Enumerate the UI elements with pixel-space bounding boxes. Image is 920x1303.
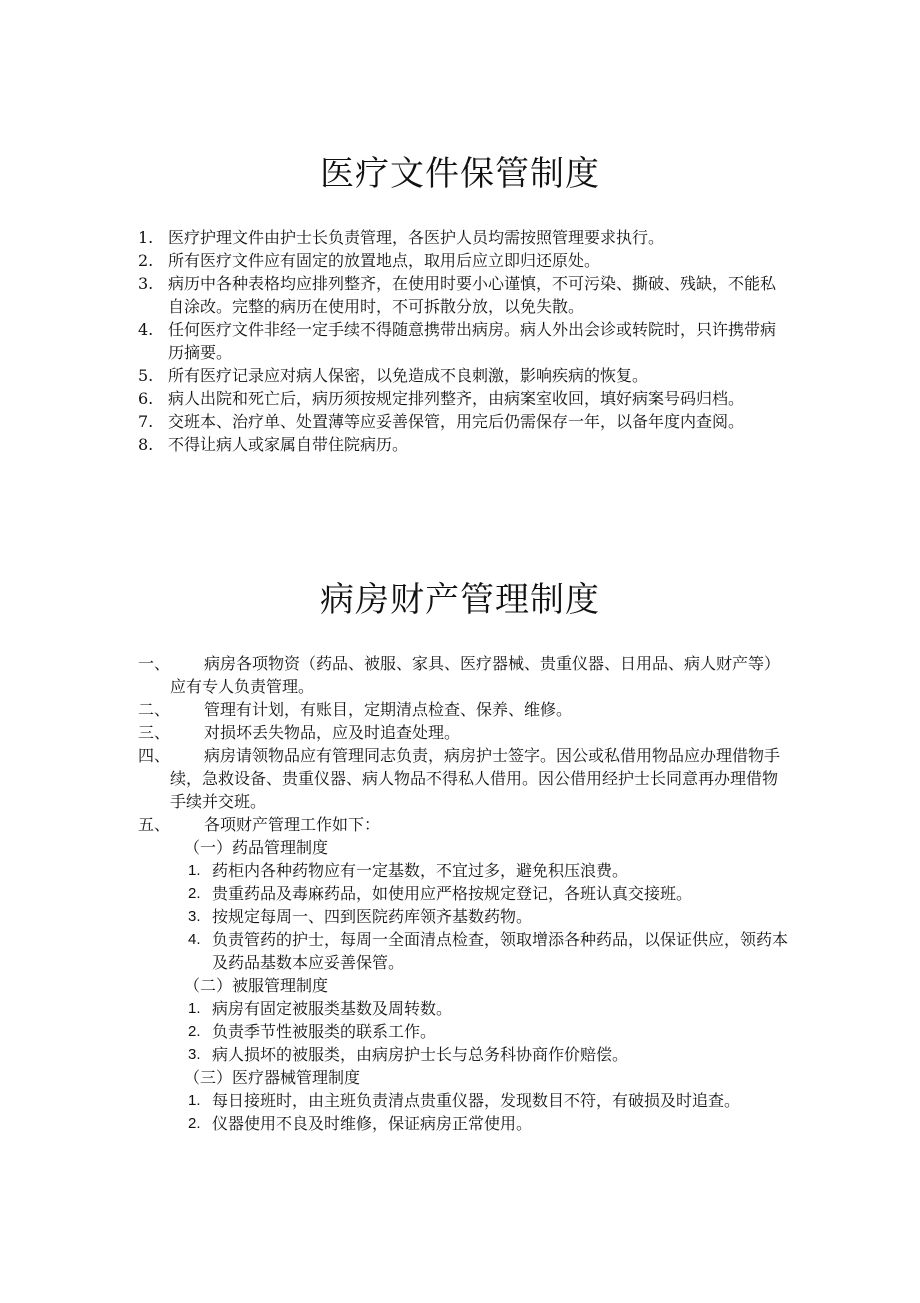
item-number: 2. <box>188 885 201 902</box>
item-number: 6. <box>138 389 154 408</box>
item-text: 交班本、治疗单、处置薄等应妥善保管，用完后仍需保存一年，以备年度内查阅。 <box>168 412 745 431</box>
list-item <box>170 1089 788 1112</box>
item-text: 按规定每周一、四到医院药库领齐基数药物。 <box>212 907 533 926</box>
list-item <box>170 905 788 928</box>
item-number: 三、 <box>138 723 171 742</box>
list-item <box>170 1020 788 1043</box>
section1-list <box>138 226 788 456</box>
item-number: 5. <box>138 366 154 385</box>
item-number: 1. <box>188 862 201 879</box>
item-number: 3. <box>138 274 154 293</box>
item-text: 仪器使用不良及时维修，保证病房正常使用。 <box>212 1114 533 1133</box>
item-number: 4. <box>188 931 201 948</box>
item-text: 不得让病人或家属自带住院病历。 <box>168 435 409 454</box>
item-text: 药柜内各种药物应有一定基数，不宜过多，避免积压浪费。 <box>212 861 629 880</box>
list-item <box>138 318 788 364</box>
list-item <box>170 928 788 974</box>
item-number: 2. <box>188 1023 201 1040</box>
item-text: 任何医疗文件非经一定手续不得随意携带出病房。病人外出会诊或转院时，只许携带病历摘要。 <box>168 320 777 362</box>
item-text: 对损坏丢失物品，应及时追查处理。 <box>204 723 461 742</box>
list-item <box>170 859 788 882</box>
list-item <box>138 698 788 721</box>
item-number: 7. <box>138 412 154 431</box>
item-number: 五、 <box>138 815 171 834</box>
subsection-drugs <box>170 836 788 974</box>
item-number: 1. <box>138 228 154 247</box>
item-number: 3. <box>188 1046 201 1063</box>
subsection-list <box>170 1089 788 1135</box>
item-number: 1. <box>188 1000 201 1017</box>
section2-title: 病房财产管理制度 <box>320 580 600 620</box>
subsection-heading: （三）医疗器械管理制度 <box>184 1068 361 1087</box>
section2-list <box>138 652 788 1135</box>
item-text: 负责管药的护士，每周一全面清点检查，领取增添各种药品，以保证供应，领药本及药品基数本应妥善保管。 <box>212 930 789 972</box>
list-item <box>138 813 788 1135</box>
item-number: 四、 <box>138 746 171 765</box>
item-text: 病人损坏的被服类，由病房护士长与总务科协商作价赔偿。 <box>212 1045 629 1064</box>
subsection-bedding <box>170 974 788 1066</box>
item-number: 2. <box>188 1115 201 1132</box>
item-text: 病历中各种表格均应排列整齐，在使用时要小心谨慎，不可污染、撕破、残缺，不能私自涂改。完整的病历在使用时，不可拆散分放，以免失散。 <box>168 274 777 316</box>
item-text: 病房各项物资（药品、被服、家具、医疗器械、贵重仪器、日用品、病人财产等）应有专人负责管理。 <box>170 654 781 696</box>
list-item <box>138 410 788 433</box>
item-text: 医疗护理文件由护士长负责管理，各医护人员均需按照管理要求执行。 <box>168 228 665 247</box>
subsection-heading: （一）药品管理制度 <box>184 838 329 857</box>
section1-title: 医疗文件保管制度 <box>320 154 600 194</box>
list-item <box>138 721 788 744</box>
list-item <box>170 1112 788 1135</box>
item-text: 贵重药品及毒麻药品，如使用应严格按规定登记，各班认真交接班。 <box>212 884 693 903</box>
subsection-list <box>170 859 788 974</box>
item-text: 所有医疗文件应有固定的放置地点，取用后应立即归还原处。 <box>168 251 601 270</box>
subsection-heading: （二）被服管理制度 <box>184 976 329 995</box>
item-text: 管理有计划，有账目，定期清点检查、保养、维修。 <box>204 700 573 719</box>
item-number: 3. <box>188 908 201 925</box>
item-number: 二、 <box>138 700 171 719</box>
list-item <box>138 272 788 318</box>
list-item <box>138 249 788 272</box>
item-text: 病房请领物品应有管理同志负责，病房护士签字。因公或私借用物品应办理借物手续，急救设备、贵重仪器、病人物品不得私人借用。因公借用经护士长同意再办理借物手续并交班。 <box>170 746 781 811</box>
list-item <box>170 882 788 905</box>
list-item <box>138 387 788 410</box>
subsection-list <box>170 997 788 1066</box>
item-number: 8. <box>138 435 154 454</box>
list-item <box>138 652 788 698</box>
item-number: 2. <box>138 251 154 270</box>
item-number: 一、 <box>138 654 171 673</box>
item-number: 1. <box>188 1092 201 1109</box>
subsection-equipment <box>170 1066 788 1135</box>
list-item <box>138 364 788 387</box>
list-item <box>138 744 788 813</box>
item-number: 4. <box>138 320 154 339</box>
list-item <box>138 226 788 249</box>
list-item <box>170 1043 788 1066</box>
item-text: 各项财产管理工作如下： <box>204 815 381 834</box>
list-item <box>138 433 788 456</box>
item-text: 病房有固定被服类基数及周转数。 <box>212 999 453 1018</box>
list-item <box>170 997 788 1020</box>
item-text: 每日接班时，由主班负责清点贵重仪器，发现数目不符，有破损及时追查。 <box>212 1091 741 1110</box>
item-text: 所有医疗记录应对病人保密，以免造成不良刺激，影响疾病的恢复。 <box>168 366 649 385</box>
item-text: 负责季节性被服类的联系工作。 <box>212 1022 437 1041</box>
item-text: 病人出院和死亡后，病历须按规定排列整齐，由病案室收回，填好病案号码归档。 <box>168 389 745 408</box>
